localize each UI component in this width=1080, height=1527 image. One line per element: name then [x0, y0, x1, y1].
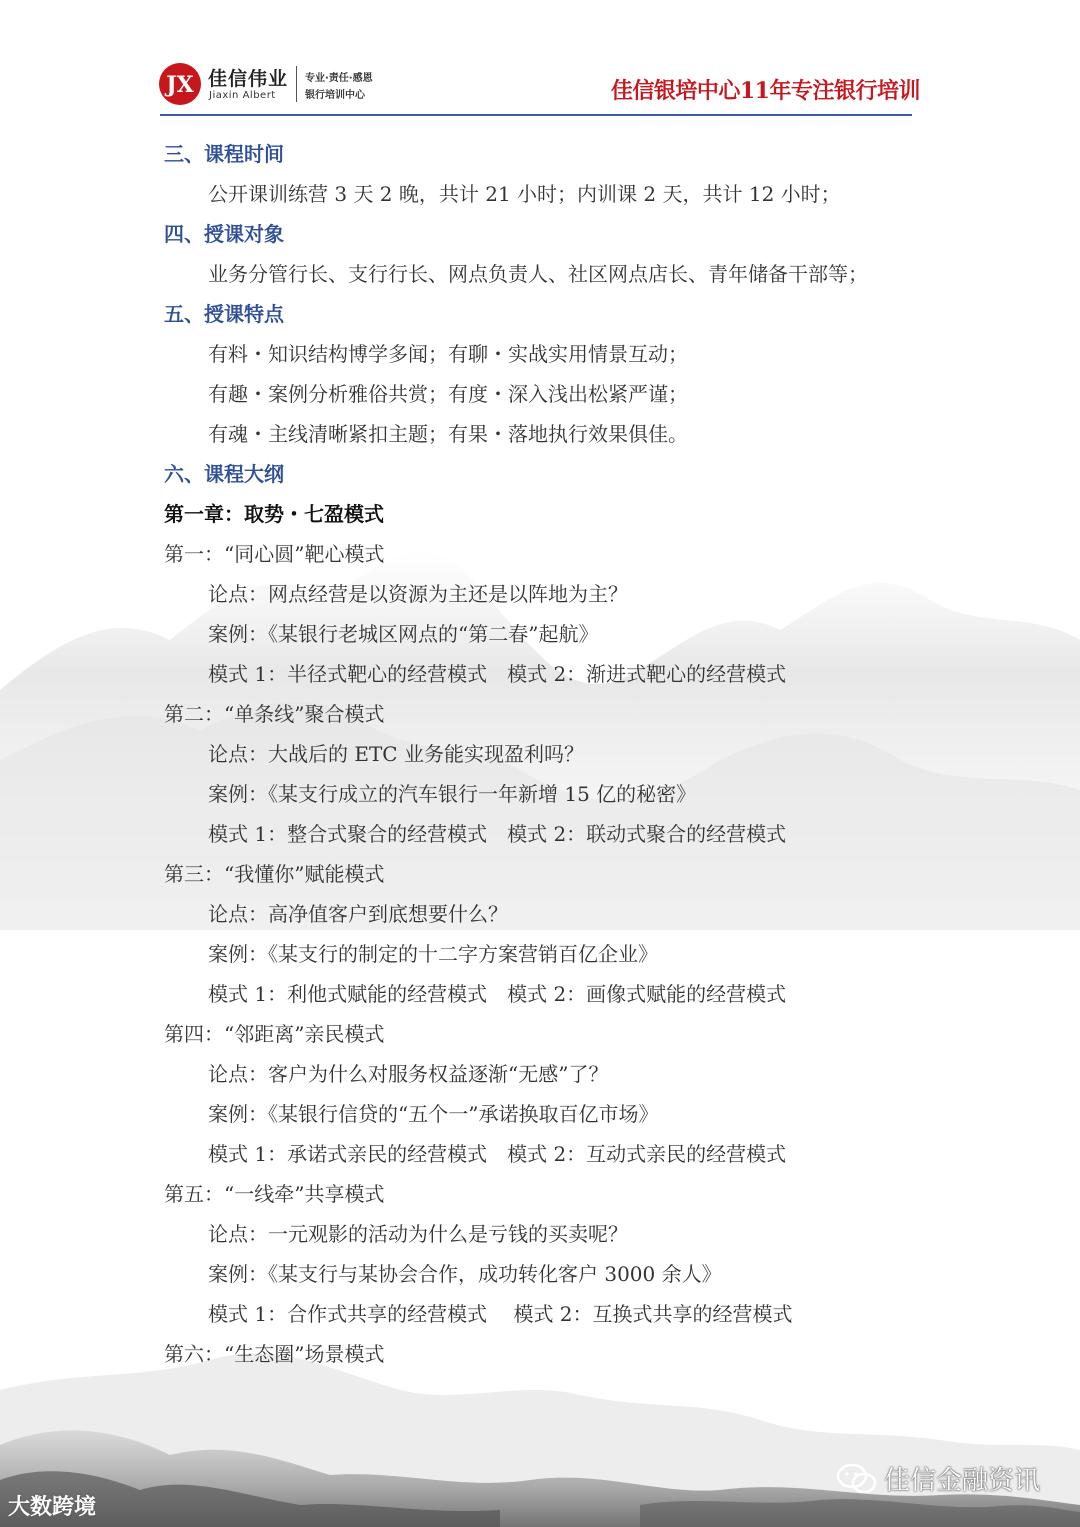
- outline-case: 案例：《某支行成立的汽车银行一年新增 15 亿的秘密》: [208, 782, 697, 806]
- outline-section-title: 第一：“同心圆”靶心模式: [164, 542, 385, 566]
- outline-case: 案例：《某支行与某协会合作，成功转化客户 3000 余人》: [208, 1262, 722, 1286]
- chapter-title: 第一章：取势・七盈模式: [164, 502, 384, 526]
- outline-thesis: 论点：大战后的 ETC 业务能实现盈利吗？: [208, 742, 584, 766]
- header-divider-line: [160, 114, 912, 116]
- feature-line-2: 有趣・案例分析雅俗共赏；有度・深入浅出松紧严谨；: [208, 382, 688, 406]
- outline-section-title: 第五：“一线牵”共享模式: [164, 1182, 385, 1206]
- outline-modes: 模式 1：合作式共享的经营模式 模式 2：互换式共享的经营模式: [208, 1302, 793, 1326]
- outline-section-title: 第三：“我懂你”赋能模式: [164, 862, 385, 886]
- course-time-text: 公开课训练营 3 天 2 晚，共计 21 小时；内训课 2 天，共计 12 小时；: [208, 182, 841, 206]
- outline-case: 案例：《某银行信贷的“五个一”承诺换取百亿市场》: [208, 1102, 659, 1126]
- brand-english-name: Jiaxin Albert: [209, 90, 276, 101]
- section-heading-outline: 六、课程大纲: [164, 462, 284, 486]
- wechat-icon: [836, 1462, 878, 1496]
- feature-line-1: 有料・知识结构博学多闻；有聊・实战实用情景互动；: [208, 342, 688, 366]
- audience-text: 业务分管行长、支行行长、网点负责人、社区网点店长、青年储备干部等；: [208, 262, 868, 286]
- watermark-right-text: 佳信金融资讯: [884, 1466, 1041, 1496]
- section-heading-features: 五、授课特点: [164, 302, 284, 326]
- outline-case: 案例：《某银行老城区网点的“第二春”起航》: [208, 622, 599, 646]
- outline-modes: 模式 1：半径式靶心的经营模式 模式 2：渐进式靶心的经营模式: [208, 662, 787, 686]
- header-slogan: 佳信银培中心11年专注银行培训: [610, 78, 920, 104]
- outline-section-title: 第四：“邻距离”亲民模式: [164, 1022, 385, 1046]
- page-header: [0, 0, 1080, 120]
- logo-divider: [296, 66, 297, 102]
- outline-section-title: 第六：“生态圈”场景模式: [164, 1342, 385, 1366]
- outline-case: 案例：《某支行的制定的十二字方案营销百亿企业》: [208, 942, 658, 966]
- outline-modes: 模式 1：承诺式亲民的经营模式 模式 2：互动式亲民的经营模式: [208, 1142, 787, 1166]
- section-heading-audience: 四、授课对象: [164, 222, 284, 246]
- outline-thesis: 论点：客户为什么对服务权益逐渐“无感”了？: [208, 1062, 609, 1086]
- jx-logo-icon: [158, 62, 202, 106]
- outline-thesis: 论点：一元观影的活动为什么是亏钱的买卖呢？: [208, 1222, 628, 1246]
- tagline-values: 专业·责任·感恩: [305, 73, 373, 84]
- feature-line-3: 有魂・主线清晰紧扣主题；有果・落地执行效果俱佳。: [208, 422, 688, 446]
- watermark-right: [836, 1460, 1040, 1497]
- brand-name: 佳信伟业: [208, 68, 289, 90]
- tagline-center: 银行培训中心: [305, 90, 365, 101]
- outline-thesis: 论点：网点经营是以资源为主还是以阵地为主？: [208, 582, 628, 606]
- section-heading-course-time: 三、课程时间: [164, 142, 284, 166]
- outline-modes: 模式 1：利他式赋能的经营模式 模式 2：画像式赋能的经营模式: [208, 982, 787, 1006]
- logo-letters: JX: [166, 72, 194, 98]
- outline-thesis: 论点：高净值客户到底想要什么？: [208, 902, 508, 926]
- outline-modes: 模式 1：整合式聚合的经营模式 模式 2：联动式聚合的经营模式: [208, 822, 787, 846]
- outline-section-title: 第二：“单条线”聚合模式: [164, 702, 385, 726]
- watermark-left: 大数跨境: [8, 1495, 97, 1520]
